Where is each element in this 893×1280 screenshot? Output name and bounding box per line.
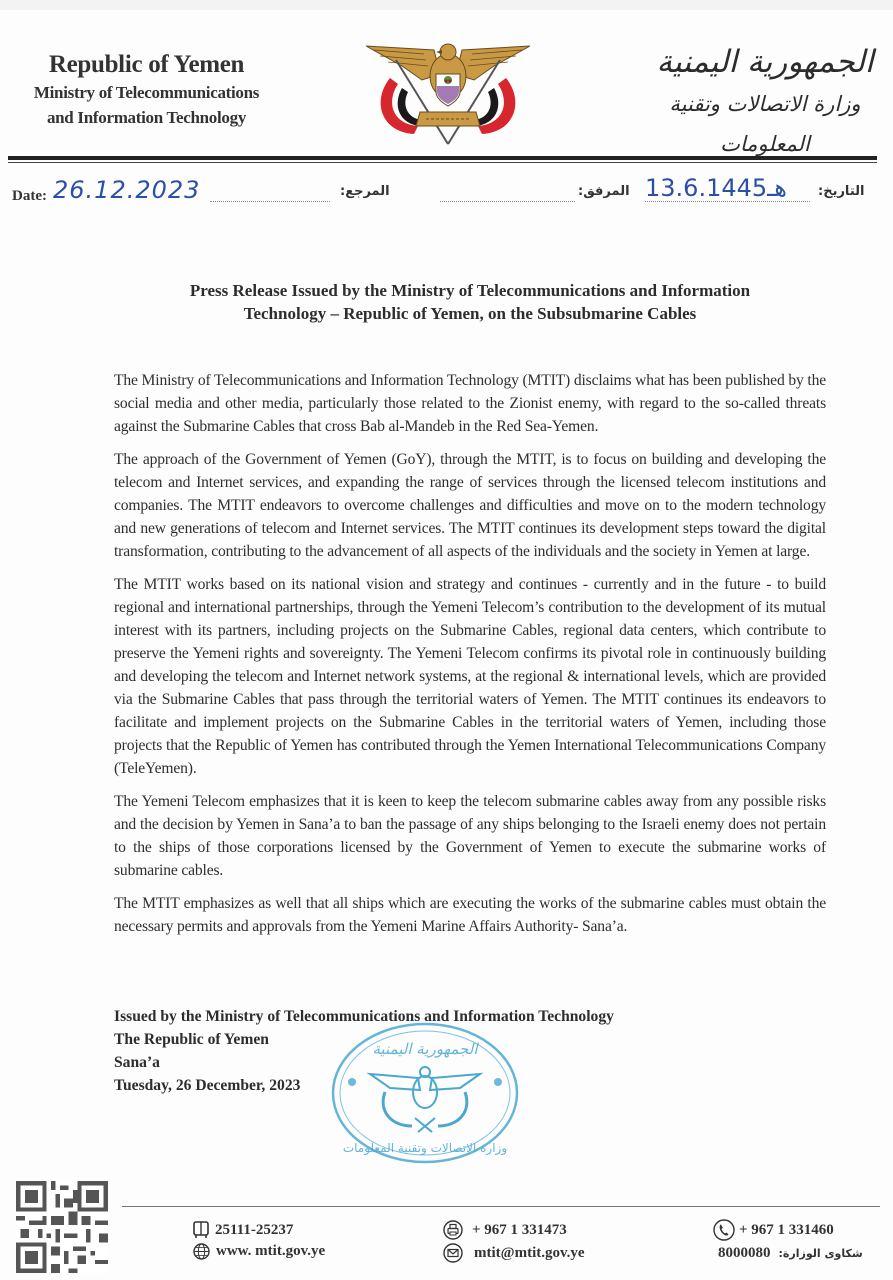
complaints-number: 8000080 (718, 1245, 771, 1261)
ministry-name-line2: and Information Technology (46, 108, 247, 127)
signature-line-3: Sana’a (114, 1054, 160, 1071)
po-box-number: 25111-25237 (215, 1221, 294, 1238)
document-title (100, 279, 840, 325)
footer-fax (443, 1220, 567, 1240)
reference-label: المرجع: (340, 184, 390, 199)
mailbox-icon (193, 1221, 209, 1239)
hijri-dotted-line (645, 200, 810, 202)
attachment-label: المرفق: (578, 184, 630, 199)
phone-number: + 967 1 331460 (739, 1221, 834, 1238)
paragraph-3: The MTIT works based on its national vision and strategy and continues - currently and in the future - to build regional and international partnerships, through the Yemeni Telecom’s contribution to the development of its mutual interest with its partners, including projects on the Submarine Cables, regional data centers, which contribute to preserve the Yemeni rights and sovereignty. The Yemeni Telecom confirms its pivotal role in continuously building and developing the telecom and Internet network systems, at the regional & international levels, which are provided via the Submarine Cables that pass through the territorial waters of Yemen. The MTIT continues its endeavors to facilitate and implement projects on the Submarine Cables in the territorial waters of Yemen, including those projects that the Republic of Yemen has contributed through the Yemen International Telecommunications Company (TeleYemen). (114, 576, 826, 777)
footer-email[interactable] (443, 1243, 585, 1263)
ministry-name-line1: Ministry of Telecommunications (33, 83, 260, 102)
phone-icon (713, 1219, 735, 1241)
meta-row (0, 172, 893, 212)
footer-website[interactable] (193, 1243, 325, 1260)
signature-line-4: Tuesday, 26 December, 2023 (114, 1077, 301, 1094)
header-divider-thin (8, 162, 877, 163)
date-value: 26.12.2023 (53, 176, 201, 204)
footer-complaints (718, 1245, 863, 1262)
fax-number: + 967 1 331473 (472, 1221, 567, 1238)
paragraph-4: The Yemeni Telecom emphasizes that it is keen to keep the telecom submarine cables away from any possible risks and the decision by Yemen in Sana’a to ban the passage of any ships belonging to the Israeli enemy does not pertain to the ships of those corporations licensed by the Government of Yemen to execute the submarine works of submarine cables. (114, 793, 826, 879)
header-english (14, 50, 279, 130)
envelope-icon (443, 1243, 463, 1263)
title-line-2: Technology – Republic of Yemen, on the Subsubmarine Cables (243, 304, 697, 323)
stamp-bottom-text: وزارة الاتصالات وتقنية المعلومات (342, 1141, 508, 1155)
attachment-dotted-line (440, 200, 575, 202)
ministry-name-arabic: وزارة الاتصالات وتقنية المعلومات (669, 92, 861, 156)
signature-line-2: The Republic of Yemen (114, 1031, 269, 1048)
reference-dotted-line (210, 200, 330, 202)
title-line-1: Press Release Issued by the Ministry of Telecommunications and Information (189, 281, 751, 300)
signature-line-1: Issued by the Ministry of Telecommunications and Information Technology (114, 1008, 614, 1025)
country-name: Republic of Yemen (48, 51, 245, 78)
yemen-emblem-icon (362, 40, 534, 146)
country-name-arabic: الجمهورية اليمنية (656, 44, 874, 80)
paragraph-5: The MTIT emphasizes as well that all ships which are executing the works of the submarine cables must obtain the necessary permits and approvals from the Yemeni Marine Affairs Authority- Sana’a. (114, 895, 826, 935)
header-arabic (640, 40, 890, 164)
footer-po-box (193, 1221, 293, 1239)
paragraph-1: The Ministry of Telecommunications and Information Technology (MTIT) disclaims what has been published by the social media and other media, particularly those related to the Zionist enemy, with regard to the so-called threats against the Submarine Cables that cross Bab al-Mandeb in the Red Sea-Yemen. (114, 372, 826, 435)
website-link[interactable]: www. mtit.gov.ye (216, 1243, 326, 1259)
official-stamp-icon (330, 1022, 520, 1165)
header-divider-thick (8, 156, 877, 160)
globe-icon (193, 1243, 210, 1260)
hijri-date-value: 13.6.1445هـ (645, 174, 787, 202)
hijri-date-label: التاريخ: (818, 184, 865, 199)
document-body (114, 369, 826, 948)
email-link[interactable]: mtit@mtit.gov.ye (474, 1244, 585, 1261)
top-strip (0, 0, 893, 10)
paragraph-2: The approach of the Government of Yemen (GoY), through the MTIT, is to focus on building and developing the telecom and Internet services, and expanding the range of services through the licensed telecom institutions and companies. The MTIT endeavors to overcome challenges and difficulties and move on to the modern technology and new generations of telecom and Internet services. The MTIT continues its development steps toward the digital transformation, contributing to the advancement of all aspects of the individuals and the society in Yemen at large. (114, 451, 826, 560)
complaints-label: شكاوى الوزارة: (778, 1247, 863, 1260)
date-label: Date: (12, 188, 47, 204)
footer-divider (122, 1206, 880, 1207)
footer-phone (713, 1219, 834, 1241)
fax-icon (443, 1220, 463, 1240)
qr-code-icon[interactable] (16, 1181, 108, 1273)
stamp-top-text: الجمهورية اليمنية (372, 1040, 478, 1058)
